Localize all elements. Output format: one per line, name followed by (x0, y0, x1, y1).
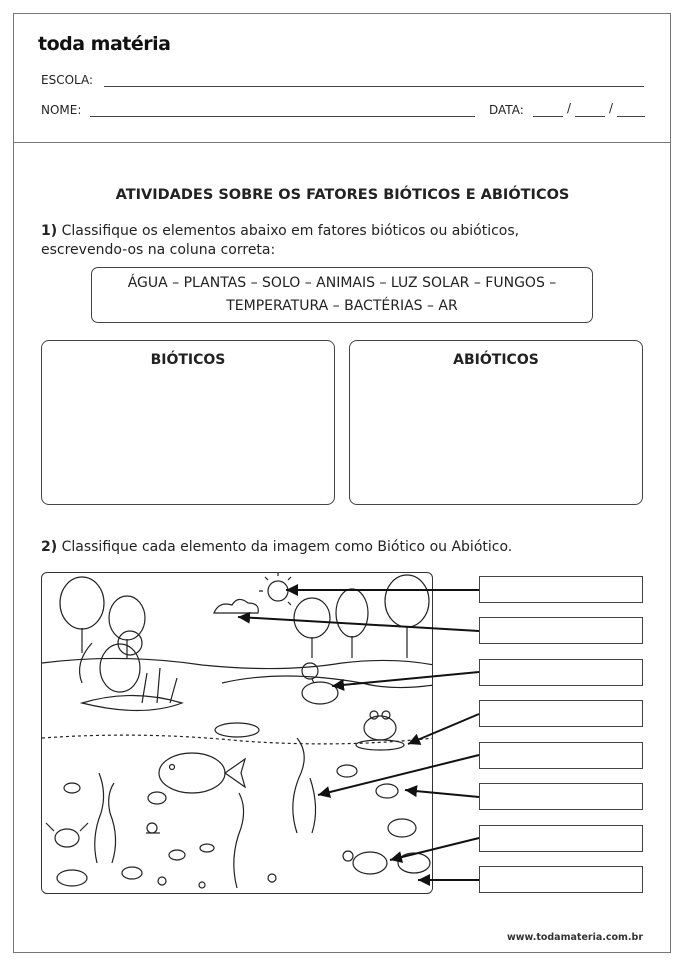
date-day-field[interactable] (533, 116, 563, 117)
date-year-field[interactable] (617, 116, 645, 117)
snail-icon (146, 823, 160, 833)
school-label: ESCOLA: (41, 73, 94, 87)
name-field[interactable] (90, 116, 475, 117)
question2-line: Classifique cada elemento da imagem como Biótico ou Abiótico. (61, 539, 513, 555)
date-month-field[interactable] (575, 116, 605, 117)
biotic-column-box[interactable] (41, 340, 335, 505)
tree-icon (60, 577, 145, 658)
question1-text (41, 222, 519, 260)
question1-number: 1) (41, 223, 58, 239)
word-bank-line2: TEMPERATURA – BACTÉRIAS – AR (226, 298, 458, 314)
brand-logo: toda matéria (38, 33, 171, 55)
word-bank (91, 267, 593, 323)
lily-pad-icon (215, 723, 259, 737)
beaver-icon (80, 631, 142, 692)
tree-icon (294, 575, 429, 658)
crab-icon (46, 823, 88, 847)
answer-box-8[interactable] (479, 866, 643, 893)
sun-icon (259, 573, 297, 605)
date-separator: / (567, 101, 572, 115)
footer-url: www.todamateria.com.br (506, 932, 643, 943)
seaweed-icon (95, 738, 316, 888)
ecosystem-illustration (41, 572, 433, 894)
question2-text (41, 538, 512, 557)
answer-box-2[interactable] (479, 617, 643, 644)
answer-box-3[interactable] (479, 659, 643, 686)
question2-number: 2) (41, 539, 58, 555)
abiotic-column-box[interactable] (349, 340, 643, 505)
cloud-icon (214, 599, 258, 613)
biotic-column-title: BIÓTICOS (150, 352, 226, 368)
duck-icon (302, 663, 338, 704)
answer-box-1[interactable] (479, 576, 643, 603)
abiotic-column-title: ABIÓTICOS (453, 352, 539, 368)
turtle-icon (343, 851, 387, 874)
date-separator: / (609, 101, 614, 115)
name-label: NOME: (41, 103, 82, 117)
answer-box-4[interactable] (479, 700, 643, 727)
question1-line1: Classifique os elementos abaixo em fatores bióticos ou abióticos, (61, 223, 520, 239)
rocks-icon (57, 819, 430, 888)
small-fish-icon (64, 765, 398, 860)
question1-line2: escrevendo-os na coluna correta: (41, 242, 276, 258)
answer-box-5[interactable] (479, 742, 643, 769)
date-label: DATA: (489, 103, 524, 117)
school-field[interactable] (104, 86, 644, 87)
page-title: ATIVIDADES SOBRE OS FATORES BIÓTICOS E ABIÓTICOS (115, 187, 570, 203)
word-bank-line1: ÁGUA – PLANTAS – SOLO – ANIMAIS – LUZ SOLAR – FUNGOS – (127, 275, 557, 291)
answer-box-7[interactable] (479, 825, 643, 852)
answer-box-6[interactable] (479, 783, 643, 810)
frog-icon (356, 711, 404, 750)
fish-icon (159, 753, 245, 793)
header-separator (13, 142, 671, 143)
